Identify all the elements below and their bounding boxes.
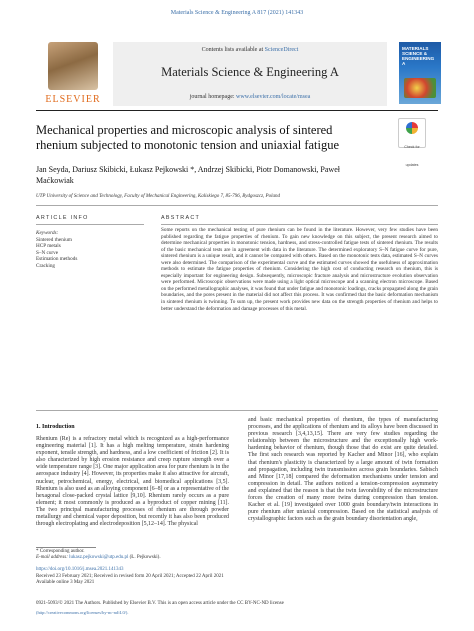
license-text: 0921-5093/© 2021 The Authors. Published by Elsevier B.V. This is an open access article under the CC BY-NC-ND license [36, 601, 284, 606]
keywords-title: Keywords: [36, 230, 59, 236]
journal-name: Materials Science & Engineering A [161, 65, 339, 79]
contents-prefix: Contents lists available at [201, 47, 265, 53]
elsevier-tree-icon [48, 42, 98, 90]
homepage-prefix: journal homepage: [189, 94, 237, 100]
keyword-item[interactable]: Sintered rhenium [36, 236, 72, 243]
article-info-divider [36, 224, 144, 225]
email-label: E-mail address: [36, 555, 70, 561]
homepage-link[interactable]: www.elsevier.com/locate/msea [236, 94, 311, 100]
keyword-item[interactable]: S–N curve [36, 249, 59, 256]
abstract-text: Some reports on the mechanical testing of pure rhenium can be found in the literature. However, very few studies have been published regarding the fatigue properties of rhenium. To gain new knowledge on this subject, the present research aimed to determine mechanical properties in monotonic tension, hardness, and stress-controlled fatigue tests of sintered rhenium. The results of the basic mechanical tests are in agreement with data in the literature. The determined exploratory S–N fatigue curve for pure, sintered rhenium is a unique result, and it cannot be compared with others. Based on the monotonic tests data, estimated S–N curves were also determined. The comparison of the experimental curve and the estimated curves showed the usefulness of approximation methods to estimate the fatigue properties of rhenium. Considering the high cost of conducting research on rhenium, this is especially important for engineering design. Subsequently, microscopic fracture analysis and microstructure evolution observation were performed. Microscopic observations were made using a light optical microscope and a scanning electron microscope. Based on the performed metallographic analyses, it was found that under fatigue and monotonic loadings, cracks propagated along the grain boundaries, and the pores present in the material did not affect this process. It was confirmed that the basic deformation mechanism in sintered rhenium is twinning. To sum up, the present work provides new data on the strength properties of rhenium and helps to better understand the deformation and damage processes of this metal. [161, 227, 438, 312]
footnote-divider [36, 547, 96, 548]
license-link[interactable]: (http://creativecommons.org/licenses/by-nc-nd/4.0/). [36, 610, 129, 615]
abstract-label: ABSTRACT [161, 215, 201, 221]
doi-link[interactable]: https://doi.org/10.1016/j.msea.2021.141343 [36, 567, 124, 572]
footnotes [36, 549, 256, 562]
homepage-line [113, 94, 387, 100]
journal-reference[interactable]: Materials Science & Engineering A 817 (2021) 141343 [170, 10, 304, 16]
header-divider [36, 110, 438, 111]
keyword-item[interactable]: HCP metals [36, 243, 61, 250]
elsevier-logo[interactable] [36, 42, 110, 106]
cover-art-image [404, 78, 436, 98]
article-dates [36, 574, 438, 587]
article-title: Mechanical properties and microscopic analysis of sintered rhenium subjected to monotonic tension and uniaxial fatigue [36, 123, 340, 152]
corresponding-author-note: * Corresponding author. [36, 549, 85, 554]
sciencedirect-link[interactable]: ScienceDirect [264, 47, 299, 53]
introduction-heading: 1. Introduction [36, 424, 75, 430]
check-for-updates-button[interactable] [398, 118, 426, 167]
article-info-label: ARTICLE INFO [36, 215, 89, 221]
affiliation-divider [36, 205, 438, 206]
crossmark-icon [406, 122, 418, 134]
check-updates-label: Check for updates [404, 145, 420, 167]
email-suffix: (Ł. Pejkowski). [128, 555, 161, 561]
keyword-item[interactable]: Estimation methods [36, 256, 78, 263]
introduction-right-column: and basic mechanical properties of rhenium, the types of manufacturing processes, and the applications of rhenium and its alloys have been discussed in previous research [3,4,13,15]. There are very few studies regarding the relationship between the microstructure and the exceptionally high work-hardening behavior of rhenium, though those that do exist are quite detailed. The first such research was reported by Kacher and Minor [16], who explain that rhenium's plasticity is characterized by a large amount of twin formation and propagation, including twin transmission across grain boundaries. Sabisch and Minor [17,18] compared the deformation mechanisms under tension and compression in detail. The authors noticed a tension-compression asymmetry and explained that the reason is that the twin favorability of the microstructure forces the creation of many more twins during compression than tension. Kacher et al. [19] investigated over 1000 grain boundary/twin interactions in pure rhenium after uniaxial compression. Based on the statistical analysis of crystallographic factors such as the grain boundary disorientation angle, [248, 417, 438, 523]
abstract-divider [161, 224, 438, 225]
email-line [36, 555, 256, 561]
email-link[interactable]: lukasz.pejkowski@utp.edu.pl [69, 555, 129, 561]
received-dates: Received 23 February 2021; Received in revised form 20 April 2021; Accepted 22 April 2021 [36, 574, 224, 579]
available-online-date: Available online 3 May 2021 [36, 580, 95, 586]
elsevier-wordmark: ELSEVIER [45, 94, 101, 105]
journal-cover[interactable] [399, 42, 441, 104]
keywords-block [36, 230, 144, 270]
abstract-bottom-divider [36, 410, 438, 411]
cover-title: MATERIALS SCIENCE & ENGINEERING A [402, 46, 435, 67]
journal-header [113, 42, 387, 106]
contents-line [113, 47, 387, 53]
introduction-left-column: Rhenium (Re) is a refractory metal which is recognized as a high-performance engineering material [1]. It has a high melting temperature, strain hardening exponent, tensile strength, and hardness, and a low coefficient of friction [2]. It is also characterized by high erosion resistance and creep rupture strength over a wide temperature range [3]. One major application area for pure rhenium is in the aerospace industry [4]. However, its properties make it also attractive for aircraft, nuclear, petrochemical, energy, electrical, and biomedical applications [3,5]. Rhenium is also used as an alloying component [6–8] or as a representative of the hexagonal close-packed crystal lattice [9,10]. Rhenium rarely occurs as a pure element; it most commonly is produced as a byproduct of copper mining [11]. The two principal manufacturing processes of rhenium are through powder metallurgy and chemical vapor deposition, but recently it has also been produced through electroplating and electrodeposition [5,12–14]. The physical [36, 436, 229, 528]
keyword-item[interactable]: Cracking [36, 262, 56, 269]
author-list: Jan Seyda, Dariusz Skibicki, Łukasz Pejkowski *, Andrzej Skibicki, Piotr Domanowski, Paweł Maćkowiak [36, 165, 340, 185]
affiliation: UTP University of Science and Technology, Faculty of Mechanical Engineering, Kaliskiego 7, 85-796, Bydgoszcz, Poland [36, 194, 280, 199]
